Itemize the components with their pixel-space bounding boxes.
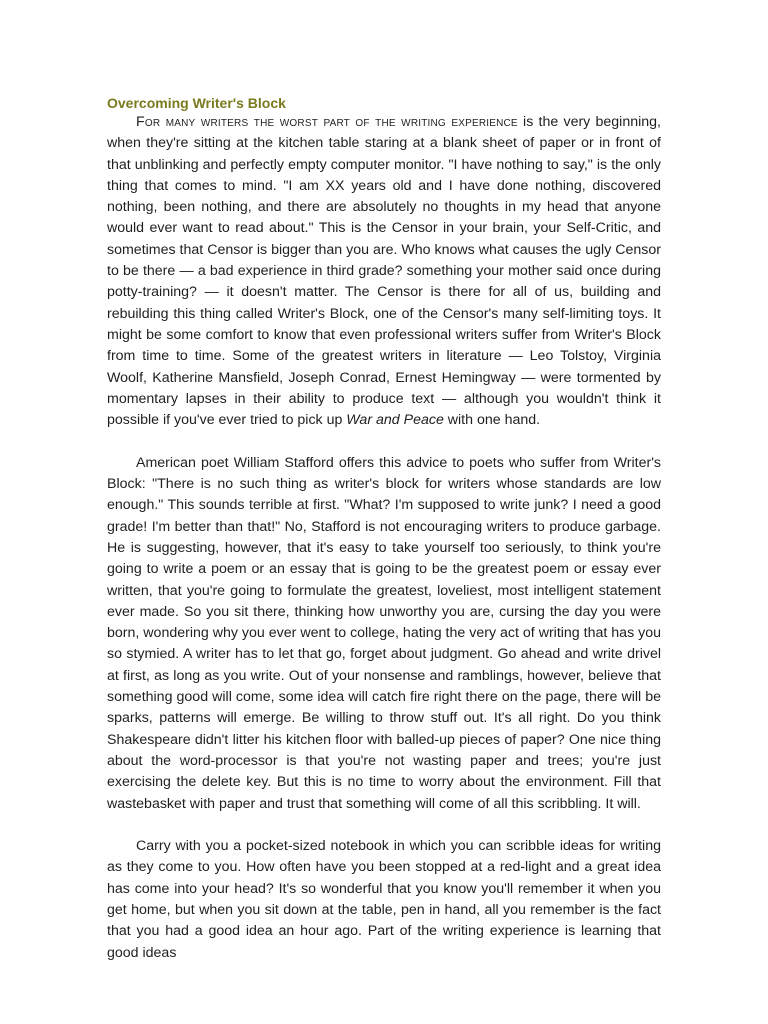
paragraph-2: American poet William Stafford offers this advice to poets who suffer from Writer's Block: "There is no such thing as writer's block for writers whose standards are low enough." This sounds terrible at first. "What? I'm supposed to write junk? I need a good grade! I'm better than that!" No, Stafford is not encouraging writers to produce garbage. He is suggesting, however, that it's easy to take yourself too seriously, to think you're going to write a poem or an essay that is going to be the greatest poem or essay ever written, that you're going to formulate the greatest, loveliest, most intelligent statement ever made. So you sit there, thinking how unworthy you are, cursing the day you were born, wondering why you ever went to college, hating the very act of writing that has you so stymied. A writer has to let that go, forget about judgment. Go ahead and write drivel at first, as long as you write. Out of your nonsense and ramblings, however, believe that something good will come, some idea will catch fire right there on the page, there will be sparks, patterns will emerge. Be willing to throw stuff out. It's all right. Do you think Shakespeare didn't litter his kitchen floor with balled-up pieces of paper? One nice thing about the word-processor is that you're not wasting paper and trees; you're just exercising the delete key. But this is no time to worry about the environment. Fill that wastebasket with paper and trust that something will come of all this scribbling. It will.: [107, 454, 661, 812]
paragraph-1-text: is the very beginning, when they're sitting at the kitchen table staring at a blank sheet of paper or in front of that unblinking and perfectly empty computer monitor. "I have nothing to say," is the only thing that comes to mind. "I am XX years old and I have done nothing, discovered nothing, been nothing, and there are absolutely no thoughts in my head that anyone would ever want to read about." This is the Censor in your brain, your Self-Critic, and sometimes that Censor is bigger than you are. Who knows what causes the ugly Censor to be there — a bad experience in third grade? something your mother said once during potty-training? — it doesn't matter. The Censor is there for all of us, building and rebuilding this thing called Writer's Block, one of the Censor's many self-limiting toys. It might be some comfort to know that even professional writers suffer from Writer's Block from time to time. Some of the greatest writers in literature — Leo Tolstoy, Virginia Woolf, Katherine Mansfield, Joseph Conrad, Ernest Hemingway — were tormented by momentary lapses in their ability to produce text — although you wouldn't think it possible if you've ever tried to pick up: [107, 114, 661, 429]
paragraph-1-lead: For many writers the worst part of the writing experience: [136, 114, 518, 130]
paragraph-1-tail: with one hand.: [443, 412, 541, 429]
paragraph-3: Carry with you a pocket-sized notebook in which you can scribble ideas for writing as they come to you. How often have you been stopped at a red-light and a great idea has come into your head? It's so wonderful that you know you'll remember it when you get home, but when you sit down at the table, pen in hand, all you remember is the fact that you had a good idea an hour ago. Part of the writing experience is learning that good ideas: [107, 838, 661, 961]
document-title: Overcoming Writer's Block: [107, 95, 286, 111]
paragraph-1: [107, 112, 661, 431]
book-title-italic: War and Peace: [346, 412, 444, 429]
